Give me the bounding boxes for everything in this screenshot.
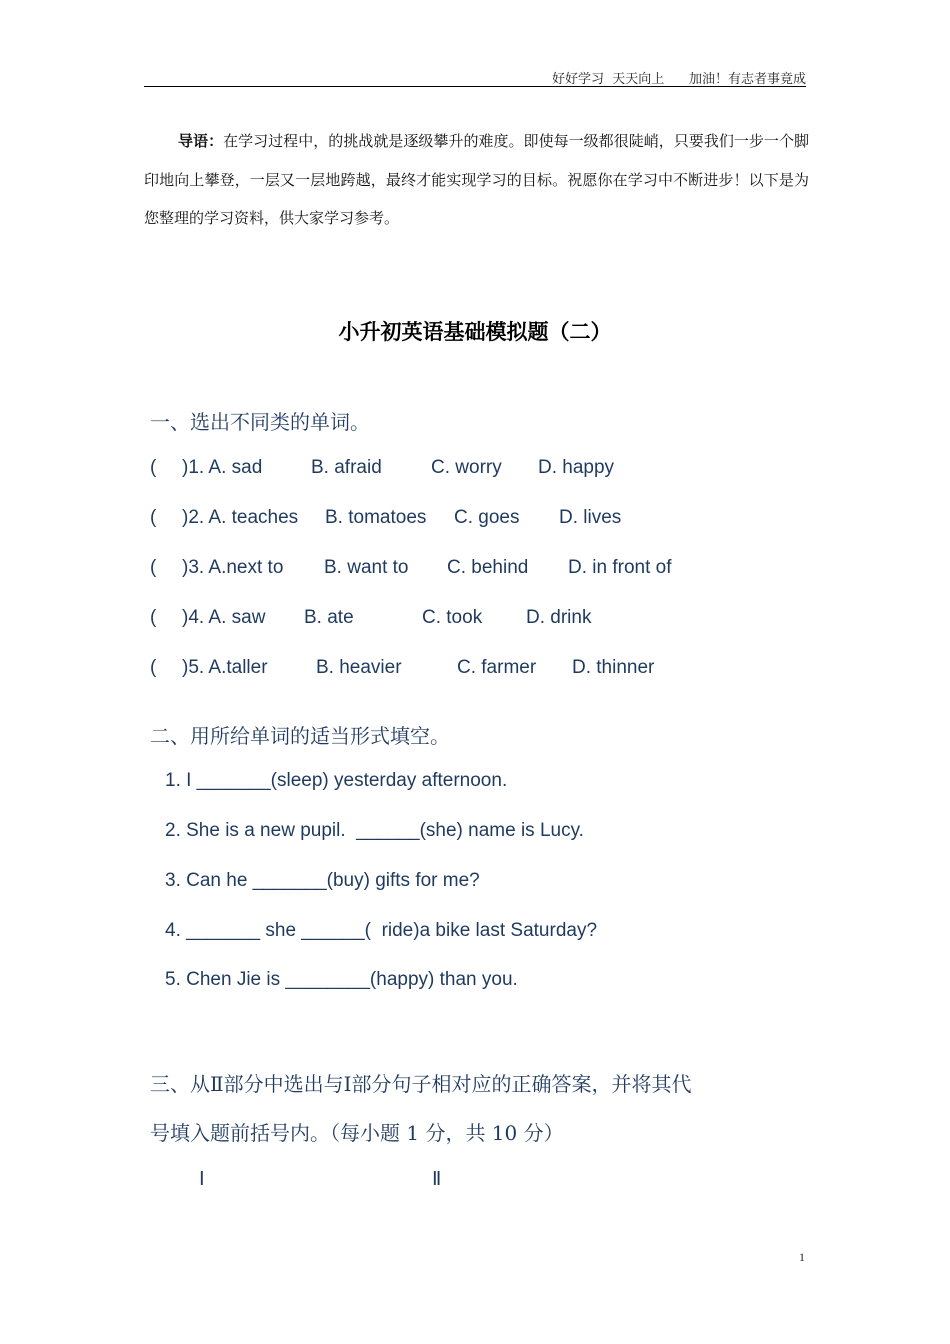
question-option-c: C. took bbox=[422, 607, 483, 628]
section3-heading: 三、从Ⅱ部分中选出与Ⅰ部分句子相对应的正确答案，并将其代 bbox=[150, 1072, 692, 1096]
question-option-a: )3. A.next to bbox=[182, 557, 284, 578]
question-paren: ( bbox=[150, 657, 157, 678]
question-option-d: D. in front of bbox=[568, 557, 672, 578]
question-option-d: D. happy bbox=[538, 457, 615, 478]
fill-item: 4. _______ she ______( ride)a bike last Saturday? bbox=[165, 920, 598, 941]
question-option-b: B. tomatoes bbox=[325, 507, 427, 528]
question-paren: ( bbox=[150, 507, 157, 528]
question-option-a: )1. A. sad bbox=[182, 457, 263, 478]
fill-item: 5. Chen Jie is ________(happy) than you. bbox=[165, 969, 518, 990]
question-option-a: )5. A.taller bbox=[182, 657, 268, 678]
section1-heading: 一、选出不同类的单词。 bbox=[150, 410, 370, 434]
question-option-d: D. thinner bbox=[572, 657, 655, 678]
question-option-d: D. drink bbox=[526, 607, 592, 628]
document-title: 小升初英语基础模拟题（二） bbox=[338, 319, 612, 344]
section3-heading-cont: 号填入题前括号内。（每小题 1 分，共 10 分） bbox=[150, 1121, 564, 1145]
question-option-b: B. heavier bbox=[316, 657, 402, 678]
question-paren: ( bbox=[150, 457, 157, 478]
question-option-b: B. ate bbox=[304, 607, 354, 628]
intro-body: 在学习过程中，的挑战就是逐级攀升的难度。即使每一级都很陡峭，只要我们一步一个脚印地向上攀登，一层又一层地跨越，最终才能实现学习的目标。祝愿你在学习中不断进步！以下是为您整理的学习资料，供大家学习参考。 bbox=[144, 132, 809, 227]
fill-item: 2. She is a new pupil. ______(she) name is Lucy. bbox=[165, 820, 584, 841]
question-option-a: )4. A. saw bbox=[182, 607, 266, 628]
question-option-d: D. lives bbox=[559, 507, 622, 528]
column-label-part2: Ⅱ bbox=[432, 1169, 442, 1190]
header-motto: 好好学习 天天向上 加油！有志者事竟成 bbox=[551, 72, 806, 87]
fill-item: 3. Can he _______(buy) gifts for me? bbox=[165, 870, 480, 891]
page-header bbox=[144, 66, 806, 87]
question-option-c: C. behind bbox=[447, 557, 529, 578]
fill-item: 1. I _______(sleep) yesterday afternoon. bbox=[165, 770, 508, 791]
question-option-b: B. want to bbox=[324, 557, 409, 578]
question-option-b: B. afraid bbox=[311, 457, 382, 478]
question-option-a: )2. A. teaches bbox=[182, 507, 299, 528]
section2-heading: 二、用所给单词的适当形式填空。 bbox=[150, 724, 450, 748]
column-label-part1: Ⅰ bbox=[199, 1169, 205, 1190]
question-option-c: C. worry bbox=[431, 457, 502, 478]
intro-paragraph bbox=[144, 122, 809, 238]
intro-label: 导语： bbox=[178, 132, 224, 150]
page-number: 1 bbox=[799, 1250, 805, 1264]
question-paren: ( bbox=[150, 607, 157, 628]
question-option-c: C. farmer bbox=[457, 657, 537, 678]
question-paren: ( bbox=[150, 557, 157, 578]
question-option-c: C. goes bbox=[454, 507, 520, 528]
